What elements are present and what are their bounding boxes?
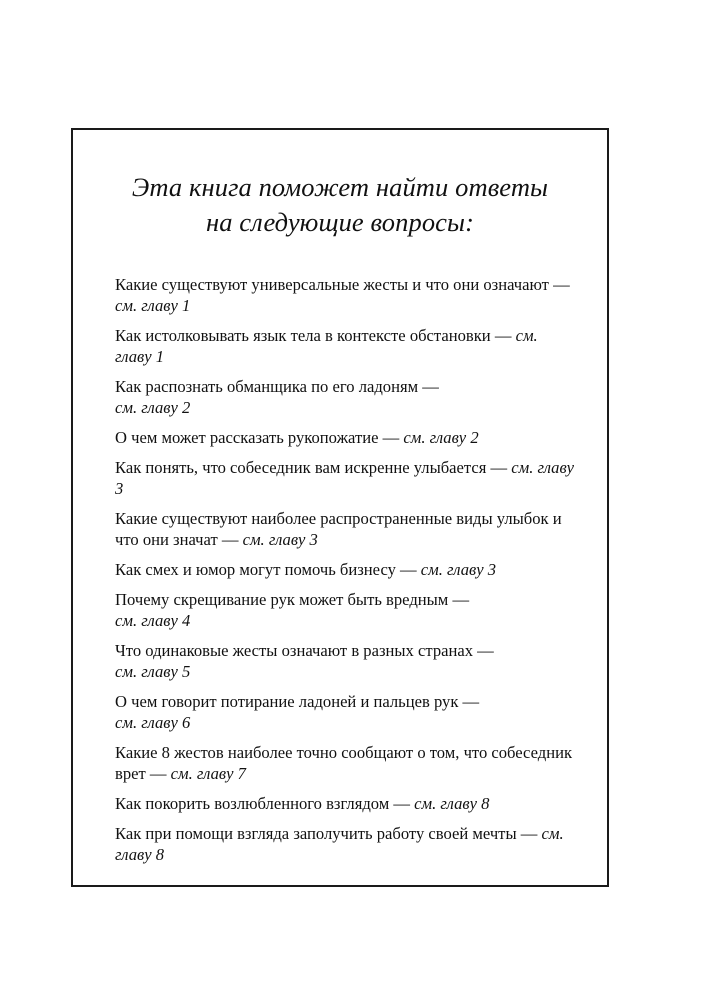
questions-list [115,274,577,874]
question-text: Какие 8 жестов наиболее точно сообщают о том, что собеседник врет — [115,743,573,783]
list-item [115,691,577,733]
list-item [115,274,577,316]
chapter-reference: см. главу 8 [115,824,564,864]
content-frame [71,128,609,887]
question-text: Как покорить возлюбленного взглядом — [115,794,415,813]
question-text: Как при помощи взгляда заполучить работу своей мечты — [115,824,542,843]
question-text: О чем говорит потирание ладоней и пальцев рук — [115,692,480,711]
question-text: Почему скрещивание рук может быть вредным — [115,590,470,609]
chapter-reference: см. главу 7 [170,764,246,783]
list-item [115,457,577,499]
list-item [115,427,577,448]
chapter-reference: см. главу 3 [242,530,318,549]
question-text: Как понять, что собеседник вам искренне улыбается — [115,458,512,477]
list-item [115,793,577,814]
question-text: Какие существуют универсальные жесты и что они означают — [115,275,570,294]
question-text: Как распознать обманщика по его ладоням — [115,377,439,396]
list-item [115,640,577,682]
chapter-reference: см. главу 8 [414,794,490,813]
question-text: Как истолковывать язык тела в контексте обстановки — [115,326,516,345]
list-item [115,589,577,631]
list-item [115,376,577,418]
chapter-reference: см. главу 6 [115,713,191,732]
question-text: О чем может рассказать рукопожатие — [115,428,404,447]
list-item [115,325,577,367]
chapter-reference: см. главу 2 [115,398,191,417]
question-text: Что одинаковые жесты означают в разных странах — [115,641,494,660]
list-item [115,823,577,865]
question-text: Как смех и юмор могут помочь бизнесу — [115,560,421,579]
chapter-reference: см. главу 2 [403,428,479,447]
question-text: Какие существуют наиболее распространенные виды улыбок и что они значат — [115,509,562,549]
title-line-1: Эта книга поможет найти ответы [131,172,549,202]
list-item [115,742,577,784]
chapter-reference: см. главу 1 [115,296,191,315]
chapter-reference: см. главу 1 [115,326,538,366]
list-item [115,559,577,580]
chapter-reference: см. главу 5 [115,662,191,681]
chapter-reference: см. главу 4 [115,611,191,630]
chapter-reference: см. главу 3 [420,560,497,579]
page-title [73,170,607,240]
chapter-reference: см. главу 3 [115,458,575,498]
title-line-2: на следующие вопросы: [205,207,475,237]
list-item [115,508,577,550]
